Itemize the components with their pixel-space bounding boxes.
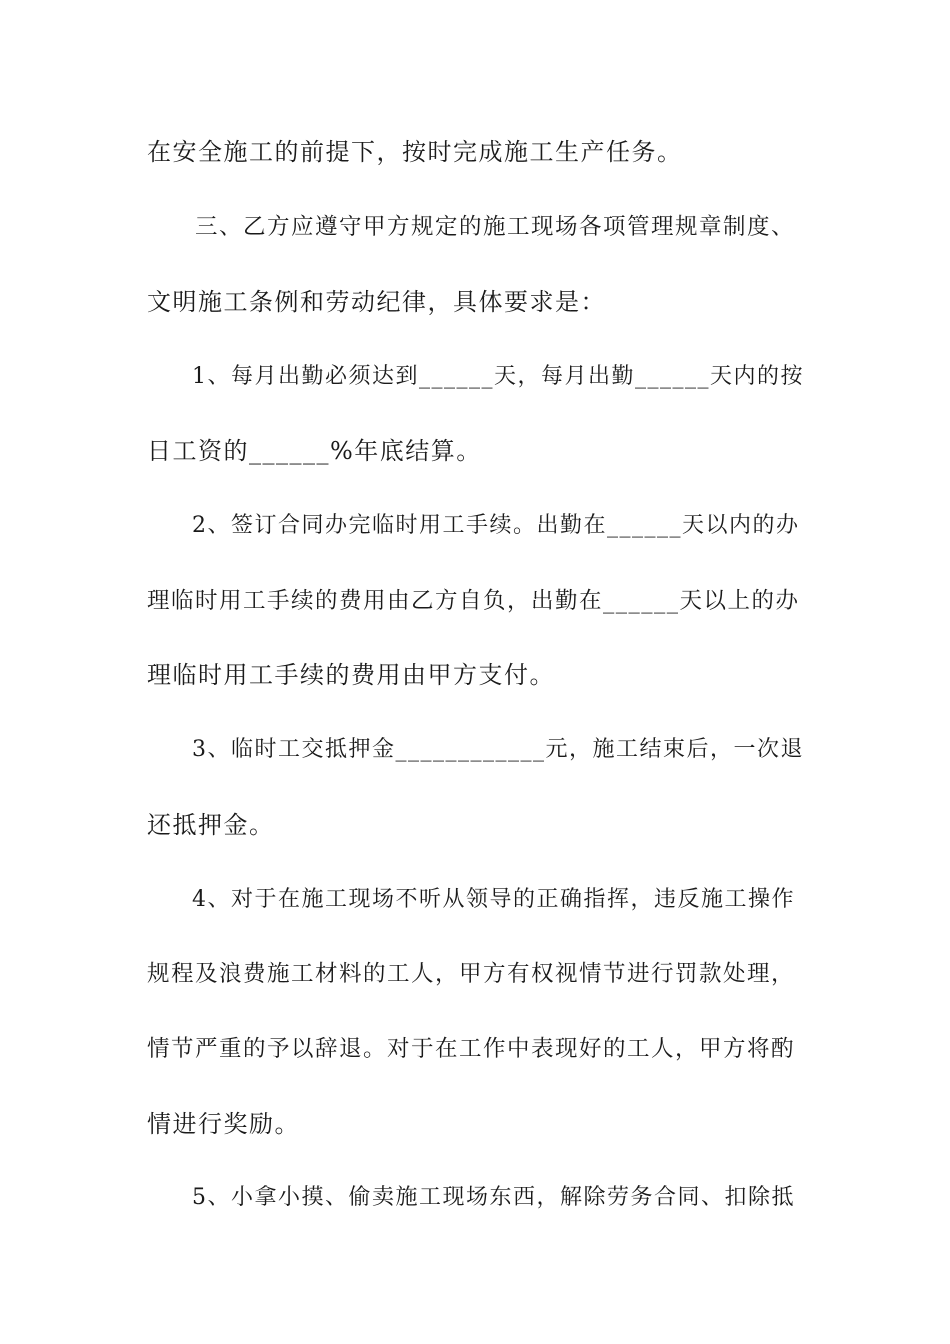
clause-item-4: 4、对于在施工现场不听从领导的正确指挥，违反施工操作 xyxy=(192,887,795,912)
text-line: 规程及浪费施工材料的工人，甲方有权视情节进行罚款处理， xyxy=(147,961,796,987)
text-line: 理临时用工手续的费用由甲方支付。 xyxy=(147,661,555,689)
section-heading: 三、乙方应遵守甲方规定的施工现场各项管理规章制度、 xyxy=(195,214,796,240)
clause-item-2: 2、签订合同办完临时用工手续。出勤在______天以内的办 xyxy=(192,513,800,538)
text-line: 情节严重的予以辞退。对于在工作中表现好的工人，甲方将酌 xyxy=(147,1036,796,1062)
text-line: 文明施工条例和劳动纪律，具体要求是： xyxy=(147,288,606,316)
text-line: 理临时用工手续的费用由乙方自负，出勤在______天以上的办 xyxy=(147,588,800,614)
text-line: 在安全施工的前提下，按时完成施工生产任务。 xyxy=(147,138,683,166)
text-line: 还抵押金。 xyxy=(147,811,275,839)
clause-item-3: 3、临时工交抵押金____________元，施工结束后，一次退 xyxy=(192,737,804,762)
text-line: 情进行奖励。 xyxy=(147,1110,300,1138)
clause-item-1: 1、每月出勤必须达到______天，每月出勤______天内的按 xyxy=(192,364,804,389)
clause-item-5: 5、小拿小摸、偷卖施工现场东西，解除劳务合同、扣除抵 xyxy=(192,1185,795,1210)
text-line: 日工资的______%年底结算。 xyxy=(147,437,482,465)
